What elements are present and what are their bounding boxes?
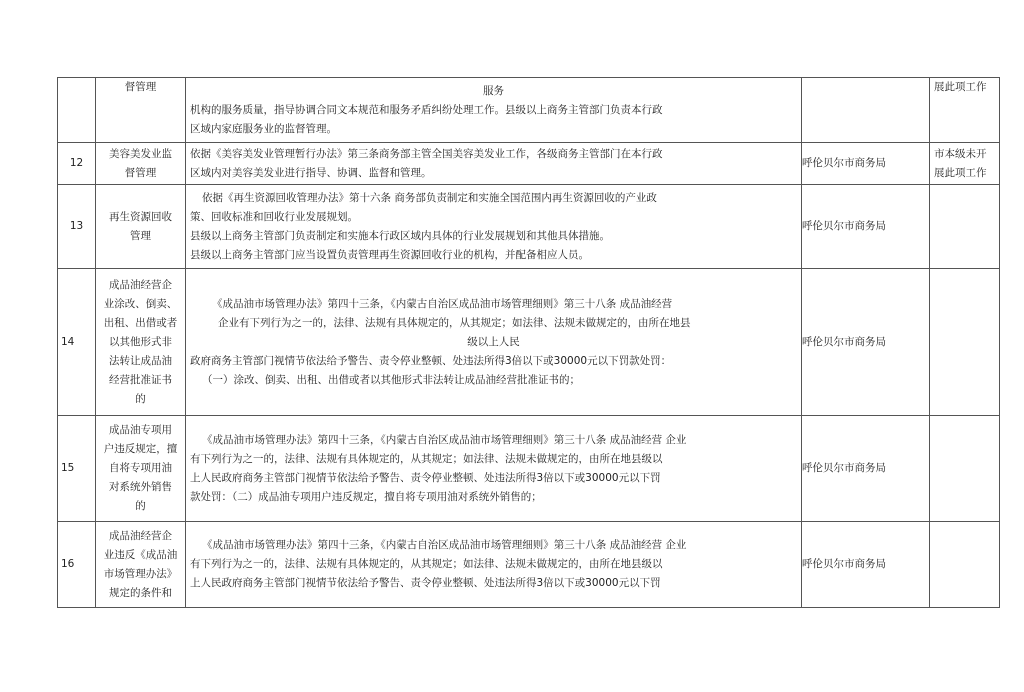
item-name-line: 出租、出借或者 [103,316,178,329]
item-name [96,416,186,522]
item-name [96,143,186,185]
remark-line: 展此项工作 [934,81,987,93]
remark [930,185,1000,269]
basis-line: 依据《美容美发业管理暂行办法》第三条商务部主管全国美容美发业工作，各级商务主管部门在本行政 [190,147,663,160]
basis-line: 《成品油市场管理办法》第四十三条，《内蒙古自治区成品油市场管理细则》第三十八条 成品油经营 企业 [202,433,687,446]
department: 呼伦贝尔市商务局 [802,269,930,416]
item-name-line: 自将专项用油 [109,462,172,474]
basis-line: （一）涂改、倒卖、出租、出借或者以其他形式非法转让成品油经营批准证书的； [202,373,580,386]
table-row [58,78,1000,143]
basis-line: 策、回收标准和回收行业发展规划。 [190,210,358,223]
item-name-line: 经营批准证书 [109,373,172,386]
item-name-line: 业涂改、倒卖、 [103,297,178,310]
table-row [58,185,1000,269]
item-name-line: 市场管理办法》 [103,567,178,580]
department: 呼伦贝尔市商务局 [802,185,930,269]
remark [930,78,1000,143]
row-number: 15 [58,416,96,522]
item-name-line: 的 [135,500,146,512]
basis-line: 级以上人民 [467,335,520,348]
legal-basis [186,143,802,185]
legal-basis [186,416,802,522]
item-name-line: 成品油经营企 [109,529,172,542]
legal-basis [186,185,802,269]
item-name-line: 美容美发业监 [109,147,172,160]
row-number: 16 [58,522,96,608]
remark-line: 市本级未开 [934,147,987,160]
item-name [96,522,186,608]
item-name-line: 成品油专项用 [109,424,172,436]
basis-line: 机构的服务质量，指导协调合同文本规范和服务矛盾纠纷处理工作。县级以上商务主管部门负责本行政 [190,103,663,116]
row-number: 12 [58,143,96,185]
basis-line: 上人民政府商务主管部门视情节依法给予警告、责令停业整顿、处违法所得3倍以下或30000元以下罚 [190,471,661,484]
basis-line: 政府商务主管部门视情节依法给予警告、责令停业整顿、处违法所得3倍以下或30000元以下罚款处罚： [190,354,672,367]
department: 呼伦贝尔市商务局 [802,522,930,608]
item-name [96,269,186,416]
basis-line: 区域内家庭服务业的监督管理。 [190,122,337,135]
remark [930,416,1000,522]
table-row [58,269,1000,416]
remark-line: 展此项工作 [934,166,987,179]
remark [930,269,1000,416]
basis-line: 有下列行为之一的，法律、法规有具体规定的，从其规定；如法律、法规未做规定的，由所在地县级以 [190,558,663,570]
item-name-line: 督管理 [124,81,157,93]
item-name [96,78,186,143]
department [802,78,930,143]
row-number: 13 [58,185,96,269]
item-name-line: 的 [135,392,146,405]
item-name-line: 法转让成品油 [109,354,172,367]
basis-line: 款处罚：（二）成品油专项用户违反规定，擅自将专项用油对系统外销售的； [190,490,542,503]
basis-line: 有下列行为之一的，法律、法规有具体规定的，从其规定；如法律、法规未做规定的，由所在地县级以 [190,452,663,465]
department: 呼伦贝尔市商务局 [802,143,930,185]
legal-basis [186,269,802,416]
item-name-line: 户违反规定，擅 [103,443,178,455]
legal-basis [186,522,802,608]
item-name-line: 督管理 [124,166,157,179]
department: 呼伦贝尔市商务局 [802,416,930,522]
basis-line: 《成品油市场管理办法》第四十三条，《内蒙古自治区成品油市场管理细则》第三十八条 成品油经营 企业 [202,539,687,551]
item-name-line: 规定的条件和 [109,586,172,599]
basis-line: 企业有下列行为之一的，法律、法规有具体规定的，从其规定；如法律、法规未做规定的，由所在地县 [218,316,691,329]
remark [930,522,1000,608]
basis-line: 区域内对美容美发业进行指导、协调、监督和管理。 [190,166,432,179]
legal-basis [186,78,802,143]
row-number: 14 [58,269,96,416]
basis-line: 县级以上商务主管部门应当设置负责管理再生资源回收行业的机构，并配备相应人员。 [190,248,589,261]
basis-line: 服务 [483,84,504,97]
services-table [57,77,1000,608]
table-row [58,143,1000,185]
item-name-line: 再生资源回收 [109,210,172,223]
item-name-line: 对系统外销售 [109,481,172,493]
table-row [58,522,1000,608]
basis-line: 《成品油市场管理办法》第四十三条，《内蒙古自治区成品油市场管理细则》第三十八条 成品油经营 [212,297,673,310]
row-number [58,78,96,143]
table-row [58,416,1000,522]
item-name [96,185,186,269]
basis-line: 依据《再生资源回收管理办法》第十六条 商务部负责制定和实施全国范围内再生资源回收的产业政 [202,191,657,204]
item-name-line: 管理 [130,229,151,242]
item-name-line: 业违反《成品油 [103,548,178,561]
basis-line: 上人民政府商务主管部门视情节依法给予警告、责令停业整顿、处违法所得3倍以下或30000元以下罚 [190,577,661,589]
remark [930,143,1000,185]
item-name-line: 成品油经营企 [109,278,172,291]
item-name-line: 以其他形式非 [109,335,172,348]
basis-line: 县级以上商务主管部门负责制定和实施本行政区域内具体的行业发展规划和其他具体措施。 [190,229,610,242]
